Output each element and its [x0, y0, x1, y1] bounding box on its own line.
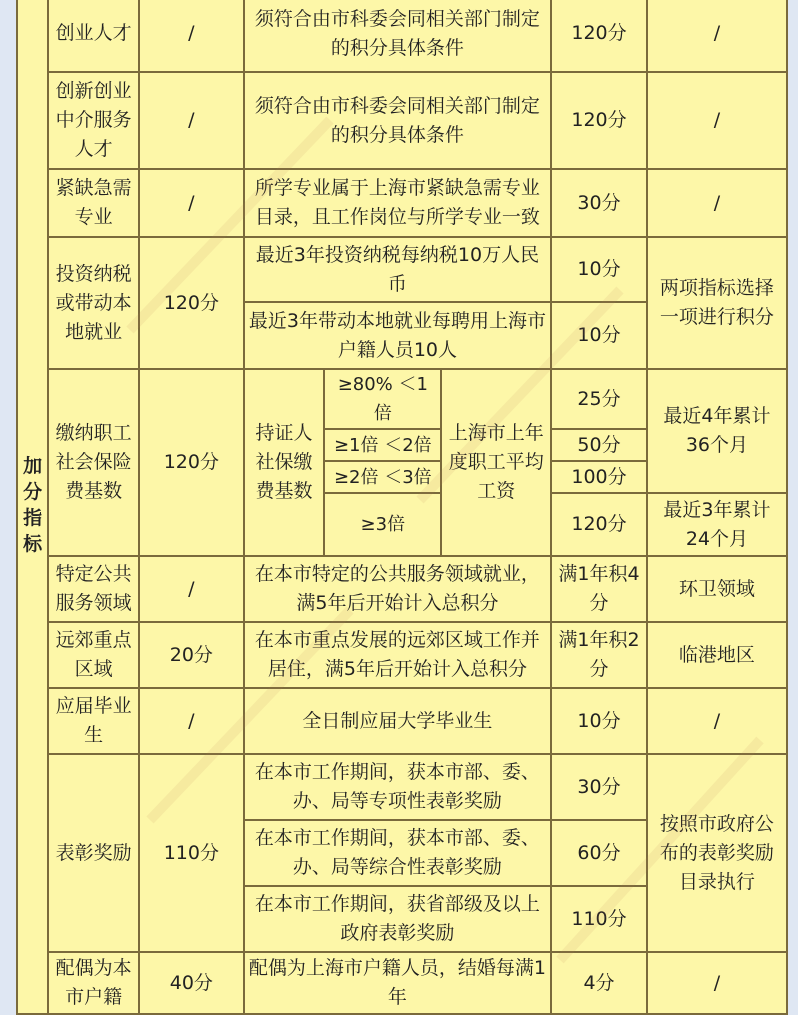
base-score: 40分	[139, 952, 244, 1014]
base-score: /	[139, 169, 244, 237]
indicator-name: 特定公共服务领域	[48, 556, 139, 622]
score: 满1年积2分	[551, 622, 647, 688]
note: 按照市政府公布的表彰奖励目录执行	[647, 754, 787, 952]
base-score: /	[139, 0, 244, 72]
indicator-name: 表彰奖励	[48, 754, 139, 952]
score: 10分	[551, 688, 647, 754]
section-label: 加 分 指 标	[17, 0, 48, 1014]
indicator-name: 投资纳税或带动本地就业	[48, 237, 139, 369]
note: /	[647, 72, 787, 169]
condition: 最近3年投资纳税每纳税10万人民币	[244, 237, 551, 302]
score: 满1年积4分	[551, 556, 647, 622]
condition: 配偶为上海市户籍人员，结婚每满1年	[244, 952, 551, 1014]
condition: 全日制应届大学毕业生	[244, 688, 551, 754]
condition: 所学专业属于上海市紧缺急需专业目录，且工作岗位与所学专业一致	[244, 169, 551, 237]
note: 环卫领域	[647, 556, 787, 622]
score: 10分	[551, 237, 647, 302]
score: 110分	[551, 886, 647, 952]
note: /	[647, 952, 787, 1014]
score: 30分	[551, 754, 647, 820]
base-score: 120分	[139, 237, 244, 369]
score: 120分	[551, 0, 647, 72]
base-score: /	[139, 688, 244, 754]
sub-label: 持证人社保缴费基数	[244, 369, 325, 556]
indicator-name: 紧缺急需专业	[48, 169, 139, 237]
score: 120分	[551, 493, 647, 556]
ratio: ≥3倍	[324, 493, 441, 556]
table-row	[17, 237, 787, 302]
score: 50分	[551, 429, 647, 461]
score: 4分	[551, 952, 647, 1014]
indicator-name: 应届毕业生	[48, 688, 139, 754]
condition: 在本市工作期间，获本市部、委、办、局等综合性表彰奖励	[244, 820, 551, 886]
condition: 在本市特定的公共服务领域就业，满5年后开始计入总积分	[244, 556, 551, 622]
indicator-name: 配偶为本市户籍	[48, 952, 139, 1014]
base-score: 120分	[139, 369, 244, 556]
base-score: 110分	[139, 754, 244, 952]
note: 最近4年累计36个月	[647, 369, 787, 493]
ratio: ≥80% ＜1倍	[324, 369, 441, 429]
table-row	[17, 622, 787, 688]
note: 两项指标选择一项进行积分	[647, 237, 787, 369]
note: /	[647, 0, 787, 72]
score: 60分	[551, 820, 647, 886]
table-row	[17, 72, 787, 169]
condition: 在本市重点发展的远郊区域工作并居住，满5年后开始计入总积分	[244, 622, 551, 688]
table-row	[17, 0, 787, 72]
reference-wage: 上海市上年度职工平均工资	[441, 369, 551, 556]
condition: 须符合由市科委会同相关部门制定的积分具体条件	[244, 0, 551, 72]
condition: 须符合由市科委会同相关部门制定的积分具体条件	[244, 72, 551, 169]
condition: 在本市工作期间，获本市部、委、办、局等专项性表彰奖励	[244, 754, 551, 820]
condition: 在本市工作期间，获省部级及以上政府表彰奖励	[244, 886, 551, 952]
score: 100分	[551, 461, 647, 493]
ratio: ≥1倍 ＜2倍	[324, 429, 441, 461]
table-row	[17, 754, 787, 820]
score: 120分	[551, 72, 647, 169]
table-row	[17, 688, 787, 754]
table-row	[17, 952, 787, 1014]
table-row	[17, 369, 787, 429]
indicator-name: 创新创业中介服务人才	[48, 72, 139, 169]
table-row	[17, 556, 787, 622]
note: /	[647, 688, 787, 754]
score: 10分	[551, 302, 647, 369]
condition: 最近3年带动本地就业每聘用上海市户籍人员10人	[244, 302, 551, 369]
score: 25分	[551, 369, 647, 429]
indicator-name: 缴纳职工社会保险费基数	[48, 369, 139, 556]
note: 最近3年累计24个月	[647, 493, 787, 556]
base-score: /	[139, 72, 244, 169]
points-table	[16, 0, 788, 1015]
base-score: 20分	[139, 622, 244, 688]
base-score: /	[139, 556, 244, 622]
table-row	[17, 169, 787, 237]
indicator-name: 创业人才	[48, 0, 139, 72]
note: 临港地区	[647, 622, 787, 688]
note: /	[647, 169, 787, 237]
score: 30分	[551, 169, 647, 237]
ratio: ≥2倍 ＜3倍	[324, 461, 441, 493]
indicator-name: 远郊重点区域	[48, 622, 139, 688]
